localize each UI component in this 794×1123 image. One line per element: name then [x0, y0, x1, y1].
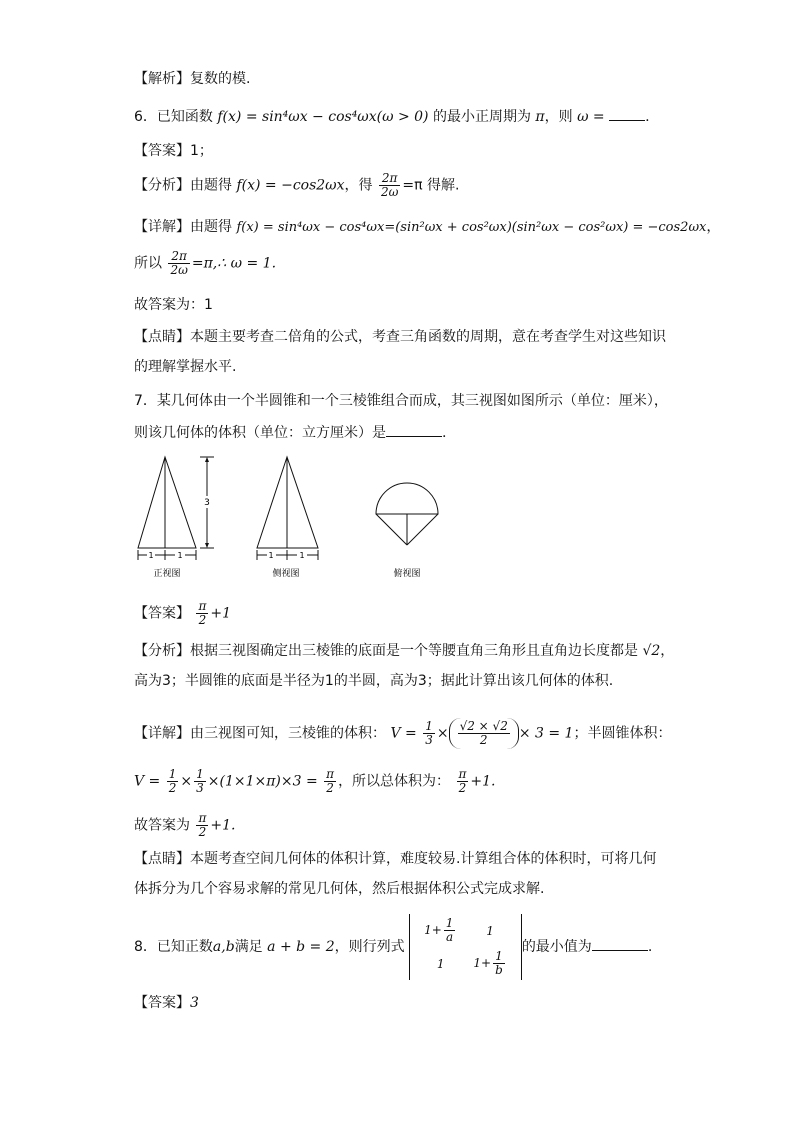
q6-number: 6．已知函数	[134, 109, 213, 125]
q7-xiangjie-text2: ；半圆锥体积：	[573, 725, 672, 742]
q8-answer-line	[134, 994, 199, 1012]
q6-suoyi-text: 所以	[134, 255, 162, 272]
q7-v2-tot	[457, 768, 469, 795]
q6-dianjing-text1: 本题主要考查二倍角的公式，考查三角函数的周期，意在考查学生对这些知识	[190, 329, 666, 345]
q7-dianjing-text2: 体拆分为几个容易求解的常见几何体，然后根据体积公式完成求解.	[134, 881, 545, 897]
q7-xiangjie-line1	[134, 718, 671, 749]
q6-fenxi-func: f(x) = −cos2ωx	[236, 177, 345, 194]
frac-num: 1	[445, 916, 454, 930]
q6-xiangjie-text1: 由题得	[190, 219, 232, 235]
frac-num: 1	[425, 719, 433, 733]
q6-text-ze: ，则	[544, 109, 573, 125]
side-dim-left: 1	[268, 551, 274, 560]
q6-fenxi-frac	[379, 172, 400, 199]
tag-dianjing: 【点睛】	[134, 851, 190, 867]
q7-fenxi-line1	[134, 642, 674, 660]
frac-den: 2	[168, 781, 177, 795]
frac-num: π	[458, 767, 467, 781]
front-view	[138, 457, 214, 579]
q8-number: 8．已知正数	[134, 939, 213, 955]
q6-pi: π	[535, 109, 545, 125]
frac-num: 1	[196, 767, 204, 781]
tag-jiexi: 【解析】	[134, 71, 190, 87]
q7-dianjing-text1: 本题考查空间几何体的体积计算，难度较易.计算组合体的体积时，可将几何	[190, 851, 657, 867]
q6-fenxi-text2: ，得	[344, 177, 373, 194]
q5-analysis-text: 复数的模.	[190, 71, 251, 87]
frac-num: π	[326, 767, 335, 781]
frac-den: b	[495, 963, 503, 977]
frac-den: 2ω	[170, 263, 188, 277]
q7-frac-13	[423, 720, 435, 747]
q7-fenxi-text3: 高为3；半圆锥的底面是半径为1的半圆，高为3；据此计算出该几何体的体积.	[134, 673, 614, 689]
q6-dianjing-text2: 的理解掌握水平.	[134, 359, 237, 375]
tag-fenxi: 【分析】	[134, 643, 190, 659]
q8-ab: a,b	[212, 939, 235, 955]
q7-xiangjie-line2: V = $\frac{1}{2}$ × $\frac{1}{3}$ ×(1×1×π)×3 = $\frac{\pi}{2}$ ，所以总体积为： $\frac{\pi}{2}$ +1.	[134, 767, 496, 795]
q8-question: 8．已知正数a,b满足 a + b = 2，则行列式 1+ $\frac{1}{a}$ 1 1 1+ $\frac{1}{b}$ 的最小值为 .	[134, 912, 652, 982]
q6-question: 6．已知函数 f(x) = sin⁴ωx − cos⁴ωx(ω > 0) 的最小正周期为 π，则 ω = .	[134, 106, 650, 126]
tag-daan: 【答案】	[134, 995, 190, 1011]
frac-num: 2π	[168, 250, 189, 264]
q7-final-text: 故答案为	[134, 817, 190, 834]
det-a11-frac	[444, 917, 456, 944]
frac-num: 1	[493, 950, 505, 964]
q7-final-frac	[196, 812, 208, 839]
q8-answer: 3	[190, 995, 199, 1011]
q6-final: 故答案为：1	[134, 297, 213, 313]
q7-v2-V: V =	[134, 773, 161, 790]
q7-tail: × 3 = 1	[518, 725, 574, 742]
q7-v2-frac12	[167, 768, 179, 795]
q8-determinant	[409, 914, 522, 980]
q7-paren	[449, 718, 519, 749]
frac-den: 2	[458, 781, 467, 795]
q7-answer-frac	[196, 600, 208, 627]
q6-suoyi-frac	[168, 250, 189, 277]
q7-line2: 则该几何体的体积（单位：立方厘米）是	[134, 425, 386, 441]
q7-v2-mid: ×(1×1×π)×3 =	[207, 773, 318, 790]
det-a22	[465, 947, 514, 980]
q6-xiangjie-end: ，	[706, 219, 721, 235]
front-dim-left: 1	[148, 551, 154, 560]
q6-dianjing-line1	[134, 328, 666, 346]
det-a22-frac	[493, 950, 505, 977]
frac-num: π	[198, 811, 207, 825]
frac-num: 1	[168, 767, 177, 781]
q7-dianjing-line2	[134, 880, 544, 898]
tag-daan: 【答案】	[134, 605, 190, 622]
frac-den: 2	[479, 733, 488, 747]
q7-xiangjie-text1: 由三视图可知，三棱锥的体积：	[190, 725, 386, 742]
q7-fenxi-text2: ，	[660, 643, 675, 659]
q6-fenxi-line	[134, 172, 459, 199]
q6-final-line	[134, 296, 213, 314]
top-view-label: 俯视图	[393, 569, 421, 579]
q7-fenxi-sqrt: √2	[642, 643, 661, 659]
q8-answer-blank	[592, 936, 648, 951]
q7-final-line	[134, 812, 235, 839]
front-view-label: 正视图	[153, 569, 181, 579]
q6-fenxi-text1: 由题得	[190, 177, 232, 194]
front-dim-right: 1	[177, 551, 183, 560]
three-views-figure	[130, 452, 450, 582]
q7-line1: 7．某几何体由一个半圆锥和一个三棱锥组合而成，其三视图如图所示（单位：厘米），	[134, 393, 668, 409]
top-view	[376, 483, 438, 579]
frac-den: a	[446, 930, 454, 944]
side-dim-right: 1	[299, 551, 305, 560]
q6-dianjing-line2	[134, 358, 236, 376]
q7-answer-line	[134, 600, 231, 627]
side-view-label: 侧视图	[272, 569, 300, 579]
q8-cond: a + b = 2	[267, 939, 335, 955]
frac-den: 2	[326, 781, 334, 795]
q7-v2-text: ，所以总体积为：	[338, 773, 451, 790]
q7-V: V =	[390, 725, 417, 742]
tag-xiangjie: 【详解】	[134, 219, 190, 235]
q8-text3: ，则行列式	[334, 939, 405, 955]
frac-den: 2	[198, 613, 207, 627]
q7-times: ×	[436, 725, 449, 742]
det-a12: 1	[486, 923, 494, 938]
det-a22-int: 1+	[473, 956, 492, 970]
frac-num: 2π	[379, 172, 400, 186]
q7-dianjing-line1	[134, 850, 656, 868]
side-view	[257, 457, 318, 579]
q7-fenxi-line2	[134, 672, 613, 690]
q7-question-line1	[134, 392, 668, 410]
det-a21: 1	[436, 956, 445, 971]
det-a11	[416, 914, 465, 947]
tag-dianjing: 【点睛】	[134, 329, 190, 345]
frac-num: π	[198, 599, 207, 613]
q7-v2-tot-rest: +1.	[470, 773, 496, 790]
tag-daan: 【答案】	[134, 143, 190, 159]
q5-analysis-line	[134, 70, 250, 88]
q8-text4: 的最小值为	[521, 939, 592, 955]
q6-answer: 1；	[190, 143, 213, 159]
q8-text2: 满足	[234, 939, 263, 955]
height-label: 3	[204, 498, 210, 508]
q7-v2-res	[324, 768, 336, 795]
q7-fenxi-text1: 根据三视图确定出三棱锥的底面是一个等腰直角三角形且直角边长度都是	[190, 643, 638, 659]
tag-fenxi: 【分析】	[134, 177, 190, 194]
q7-v2-frac13	[194, 768, 206, 795]
q6-suoyi-rest: =π,∴ ω = 1.	[191, 255, 277, 272]
q7-answer-rest: +1	[210, 605, 231, 622]
q6-xiangjie-expr: f(x) = sin⁴ωx − cos⁴ωx=(sin²ωx + cos²ωx)(sin²ωx − cos²ωx) = −cos2ωx	[236, 220, 707, 235]
q7-question-line2: 则该几何体的体积（单位：立方厘米）是 .	[134, 422, 446, 442]
tag-xiangjie: 【详解】	[134, 725, 190, 742]
det-a11-int: 1+	[424, 923, 442, 937]
q6-omega-eq: ω =	[577, 109, 605, 125]
frac-den: 3	[425, 733, 433, 747]
frac-den: 3	[196, 781, 204, 795]
q6-fenxi-text3: =π 得解.	[402, 177, 460, 194]
q6-answer-line	[134, 142, 213, 160]
q6-func: f(x) = sin⁴ωx − cos⁴ωx(ω > 0)	[217, 109, 429, 125]
q6-suoyi-line	[134, 250, 276, 277]
q6-xiangjie-line	[134, 218, 720, 237]
q7-frac-inner	[458, 720, 510, 747]
q6-answer-blank	[609, 106, 645, 121]
q6-text-after: 的最小正周期为	[432, 109, 531, 125]
frac-den: 2	[198, 825, 207, 839]
q7-final-rest: +1.	[210, 817, 236, 834]
frac-den: 2ω	[380, 185, 399, 199]
frac-num: √2 × √2	[459, 719, 508, 733]
q7-answer-blank	[386, 422, 442, 437]
